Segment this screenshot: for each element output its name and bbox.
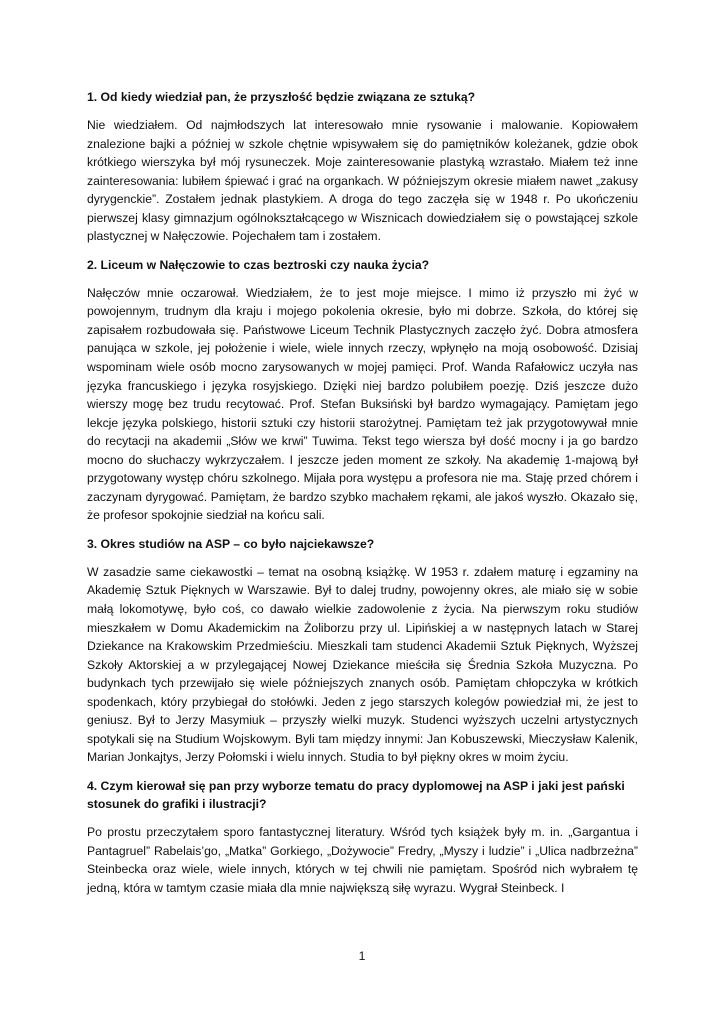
question-2: 2. Liceum w Nałęczowie to czas beztroski czy nauka życia? — [87, 257, 430, 272]
interview-section-2 — [87, 256, 638, 525]
answer-3: W zasadzie same ciekawostki – temat na osobną książkę. W 1953 r. zdałem maturę i egzaminy na Akademię Sztuk Pięknych w Warszawie. Był to dalej trudny, powojenny okres, ale miało się w sobie małą lokomotywę, było coś, co dawało wielkie zadowolenie z życia. Na pierwszym roku studiów mieszkałem w Domu Akademickim na Żoliborzu przy ul. Lipińskiej a w następnych latach w Starej Dziekance na Krakowskim Przedmieściu. Mieszkali tam studenci Akademii Sztuk Pięknych, Wyższej Szkoły Aktorskiej a w przylegającej Nowej Dziekance mieściła się Średnia Szkoła Muzyczna. Po budynkach tych przewijało się wiele późniejszych znanych osób. Pamiętam chłopczyka w krótkich spodenkach, który przybiegał do stołówki. Jeden z jego starszych kolegów powiedział mi, że jest to geniusz. Był to Jerzy Masymiuk – przyszły wielki muzyk. Studenci wyższych uczelni artystycznych spotykali się na Studium Wojskowym. Byli tam między innymi: Jan Kobuszewski, Mieczysław Kalenik, Marian Jonkajtys, Jerzy Połomski i wielu innych. Studia to był piękny okres w moim życiu. — [87, 564, 638, 765]
question-4: 4. Czym kierował się pan przy wyborze tematu do pracy dyplomowej na ASP i jaki jest pański stosunek do grafiki i ilustracji? — [87, 778, 625, 811]
interview-section-1 — [87, 88, 638, 246]
document-page — [87, 88, 638, 907]
interview-section-3 — [87, 535, 638, 767]
answer-1: Nie wiedziałem. Od najmłodszych lat interesowało mnie rysowanie i malowanie. Kopiowałem znalezione bajki a później w szkole chętnie wpisywałem się do pamiętników koleżanek, gdzie obok krótkiego wierszyka był mój rysuneczek. Moje zainteresowanie plastyką wzrastało. Miałem też inne zainteresowania: lubiłem śpiewać i grać na organkach. W późniejszym okresie miałem nawet „zakusy dyrygenckie”. Zostałem jednak plastykiem. A droga do tego zaczęła się w 1948 r. Po ukończeniu pierwszej klasy gimnazjum ogólnokształcącego w Wisznicach dowiedziałem się o powstającej szkole plastycznej w Nałęczowie. Pojechałem tam i zostałem. — [87, 118, 638, 244]
page-number: 1 — [358, 949, 366, 963]
question-3: 3. Okres studiów na ASP – co było najciekawsze? — [87, 536, 375, 551]
interview-section-4 — [87, 777, 638, 897]
answer-4: Po prostu przeczytałem sporo fantastycznej literatury. Wśród tych książek były m. in. „Gargantua i Pantagruel” Rabelais’go, „Matka” Gorkiego, „Dożywocie” Fredry, „Myszy i ludzie” i „Ulica nadbrzeżna” Steinbecka oraz wiele, wiele innych, których w tej chwili nie pamiętam. Spośród nich wybrałem tę jedną, która w tamtym czasie miała dla mnie największą siłę wyrazu. Wygrał Steinbeck. I — [87, 824, 638, 895]
question-1: 1. Od kiedy wiedział pan, że przyszłość będzie związana ze sztuką? — [87, 90, 476, 104]
answer-2: Nałęczów mnie oczarował. Wiedziałem, że to jest moje miejsce. I mimo iż przyszło mi żyć w powojennym, trudnym dla kraju i mojego pokolenia okresie, było mi dobrze. Szkoła, do której się zapisałem rozbudowała się. Państwowe Liceum Technik Plastycznych zaczęło żyć. Dobra atmosfera panująca w szkole, jej położenie i wiele, wiele innych rzeczy, wpłynęło na moją osobowość. Dzisiaj wspominam wiele osób mocno zarysowanych w mojej pamięci. Prof. Wanda Rafałowicz uczyła nas języka francuskiego i języka rosyjskiego. Dzięki niej bardzo polubiłem poezję. Dziś jeszcze dużo wierszy mogę bez trudu recytować. Prof. Stefan Buksiński był bardzo wymagający. Pamiętam jego lekcje języka polskiego, historii sztuki czy historii starożytnej. Pamiętam też jak przygotowywał mnie do recytacji na akademii „Słów we krwi” Tuwima. Tekst tego wiersza był dość mocny i ja go bardzo mocno do słuchaczy wykrzyczałem. I jeszcze jeden moment ze szkoły. Na akademię 1-majową był przygotowany występ chóru szkolnego. Mijała pora występu a profesora nie ma. Staję przed chórem i zaczynam dyrygować. Pamiętam, że bardzo szybko machałem rękami, ale jakoś wyszło. Okazało się, że profesor spokojnie siedział na końcu sali. — [87, 285, 638, 523]
